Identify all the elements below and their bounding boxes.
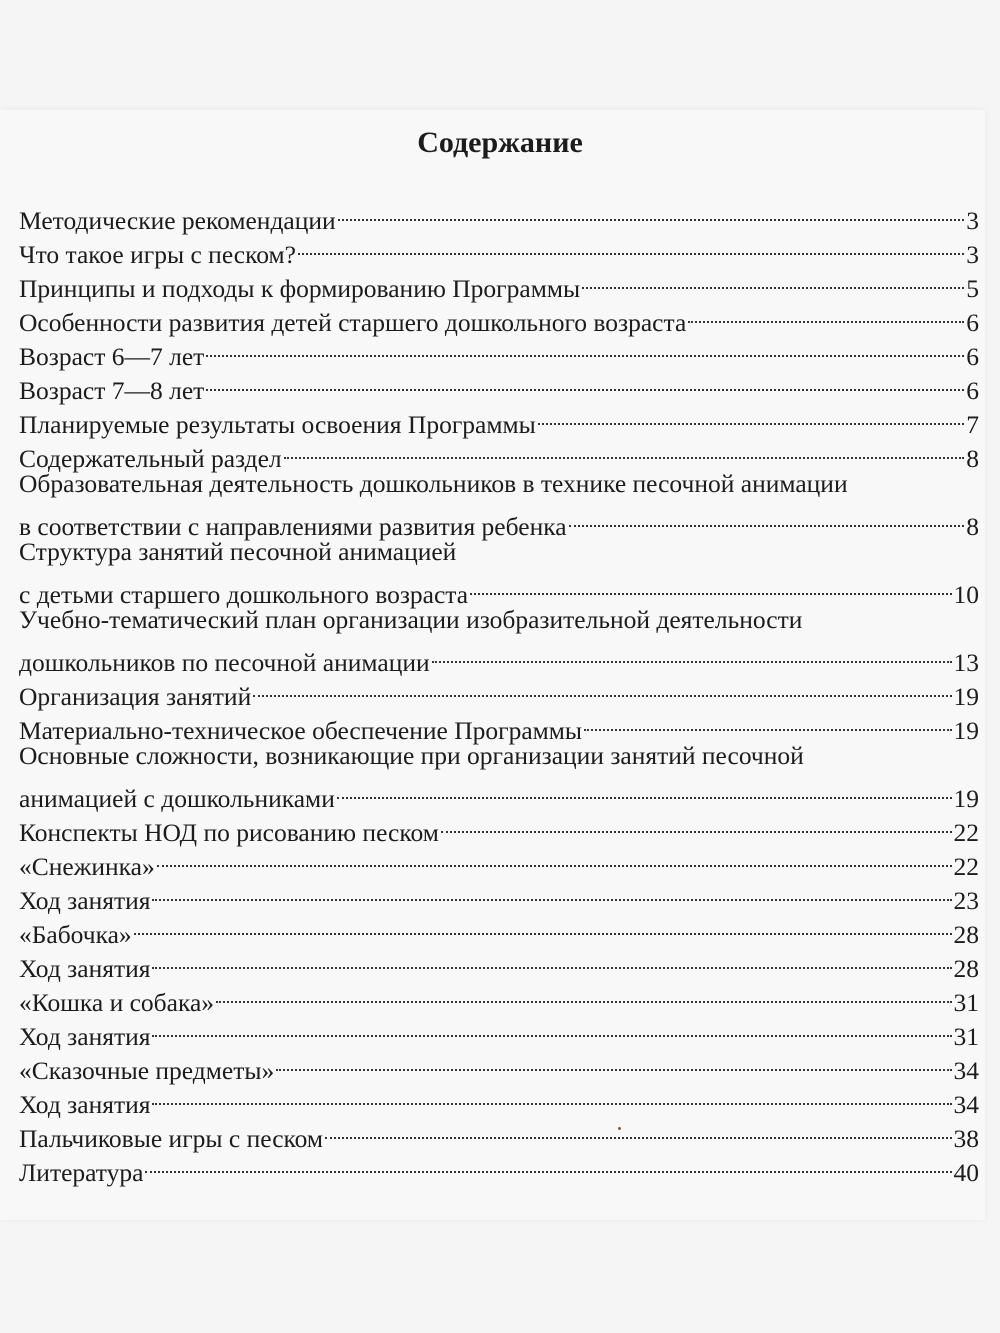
toc-entry-title: Ход занятия [19, 954, 151, 983]
dot-leader [538, 399, 965, 433]
toc-page-number: 22 [953, 818, 979, 847]
toc-entry-title: Образовательная деятельность дошкольников в технике песочной анимации [19, 469, 848, 498]
toc-entry [19, 195, 979, 235]
dot-leader [325, 1113, 951, 1147]
toc-entry-line [19, 467, 979, 501]
toc-page-number: 3 [966, 206, 979, 235]
toc-page-number: 8 [966, 512, 979, 541]
toc-entry [19, 739, 979, 813]
toc-entry [19, 535, 979, 609]
toc-entry-title: Литература [19, 1158, 144, 1187]
toc-entry-line-final [19, 943, 979, 983]
dot-leader [470, 569, 951, 603]
toc-entry [19, 1045, 979, 1085]
page-title: Содержание [417, 126, 583, 159]
toc-entry-title: Особенности развития детей старшего дошкольного возраста [19, 308, 687, 337]
dot-leader [584, 705, 951, 739]
toc-page-number: 40 [953, 1158, 979, 1187]
toc-entry-line-final [19, 1113, 979, 1153]
toc-entry-title: Возраст 7—8 лет [19, 376, 205, 405]
paper-speck [618, 1127, 621, 1130]
toc-entry [19, 943, 979, 983]
toc-entry-line [19, 739, 979, 773]
toc-page-number: 23 [953, 886, 979, 915]
toc-entry-line-final [19, 1011, 979, 1051]
toc-entry [19, 841, 979, 881]
toc-entry-title: Ход занятия [19, 1022, 151, 1051]
toc-entry-title: Конспекты НОД по рисованию песком [19, 818, 439, 847]
dot-leader [152, 943, 951, 977]
toc-entry [19, 1147, 979, 1187]
dot-leader [284, 433, 965, 467]
toc-entry-title: Организация занятий [19, 682, 252, 711]
toc-entry-line-final [19, 773, 979, 813]
toc-entry-title: дошкольников по песочной анимации [19, 648, 430, 677]
toc-entry [19, 603, 979, 677]
toc-page-number: 6 [966, 342, 979, 371]
toc-entry-title: Содержательный раздел [19, 444, 282, 473]
dot-leader [152, 1079, 951, 1113]
toc-entry-title: в соответствии с направлениями развития ребенка [19, 512, 567, 541]
toc-entry-line-final [19, 569, 979, 609]
toc-entry-title: Учебно-тематический план организации изобразительной деятельности [19, 605, 803, 634]
toc-page-number: 6 [966, 308, 979, 337]
dot-leader [145, 1147, 951, 1181]
toc-entry-title: «Кошка и собака» [19, 988, 215, 1017]
toc-page-number: 6 [966, 376, 979, 405]
toc-entry-title: «Бабочка» [19, 920, 132, 949]
toc-entry [19, 1113, 979, 1153]
dot-leader [206, 365, 964, 399]
dot-leader [432, 637, 952, 671]
toc-page-number: 31 [953, 988, 979, 1017]
dot-leader [276, 1045, 951, 1079]
toc-entry-title: с детьми старшего дошкольного возраста [19, 580, 469, 609]
toc-page-number: 28 [953, 920, 979, 949]
toc-page-number: 19 [953, 716, 979, 745]
toc-entry-title: Основные сложности, возникающие при организации занятий песочной [19, 741, 804, 770]
toc-entry-title: Материально-техническое обеспечение Программы [19, 716, 583, 745]
toc-entry [19, 1079, 979, 1119]
toc-entry [19, 977, 979, 1017]
dot-leader [253, 671, 951, 705]
dot-leader [582, 263, 964, 297]
toc-entry-title: Структура занятий песочной анимацией [19, 537, 457, 566]
toc-entry-title: Возраст 6—7 лет [19, 342, 205, 371]
toc-entry-line-final [19, 501, 979, 541]
toc-page-number: 7 [966, 410, 979, 439]
toc-page-number: 19 [953, 784, 979, 813]
toc-entry [19, 875, 979, 915]
toc-entry-line-final [19, 875, 979, 915]
toc-entry-title: Ход занятия [19, 1090, 151, 1119]
toc-page-number: 3 [966, 240, 979, 269]
toc-entry-line-final [19, 637, 979, 677]
toc-entry-line-final [19, 1079, 979, 1119]
toc-entry-title: «Снежинка» [19, 852, 155, 881]
toc-entry-line-final [19, 977, 979, 1017]
toc-page-number: 38 [953, 1124, 979, 1153]
dot-leader [441, 807, 952, 841]
toc-entry-title: Планируемые результаты освоения Программы [19, 410, 536, 439]
toc-entry-line-final [19, 841, 979, 881]
toc-entry-line-final [19, 1045, 979, 1085]
dot-leader [688, 297, 964, 331]
toc-page-number: 22 [953, 852, 979, 881]
toc-page-number: 34 [953, 1090, 979, 1119]
dot-leader [298, 229, 964, 263]
toc-entry-title: Пальчиковые игры с песком [19, 1124, 324, 1153]
dot-leader [337, 773, 952, 807]
toc-page-number: 13 [953, 648, 979, 677]
toc-entry-line [19, 603, 979, 637]
dot-leader [134, 909, 952, 943]
dot-leader [206, 331, 964, 365]
toc-page-number: 10 [953, 580, 979, 609]
toc-entry-line-final [19, 195, 979, 235]
dot-leader [152, 1011, 951, 1045]
toc-entry-title: Что такое игры с песком? [19, 240, 296, 269]
toc-entry-title: Ход занятия [19, 886, 151, 915]
toc-entry-line-final [19, 909, 979, 949]
dot-leader [157, 841, 952, 875]
toc-entry-title: «Сказочные предметы» [19, 1056, 275, 1085]
table-of-contents [19, 195, 979, 1187]
dot-leader [152, 875, 951, 909]
toc-page-number: 5 [966, 274, 979, 303]
toc-entry-title: анимацией с дошкольниками [19, 784, 335, 813]
toc-entry-title: Методические рекомендации [19, 206, 336, 235]
toc-page-number: 31 [953, 1022, 979, 1051]
toc-entry-line-final [19, 1147, 979, 1187]
toc-page-number: 34 [953, 1056, 979, 1085]
toc-page-number: 28 [953, 954, 979, 983]
toc-entry [19, 467, 979, 541]
toc-page-number: 8 [966, 444, 979, 473]
dot-leader [569, 501, 965, 535]
dot-leader [338, 195, 965, 229]
toc-entry [19, 909, 979, 949]
toc-page-number: 19 [953, 682, 979, 711]
toc-entry [19, 1011, 979, 1051]
toc-entry-title: Принципы и подходы к формированию Программы [19, 274, 581, 303]
dot-leader [216, 977, 951, 1011]
